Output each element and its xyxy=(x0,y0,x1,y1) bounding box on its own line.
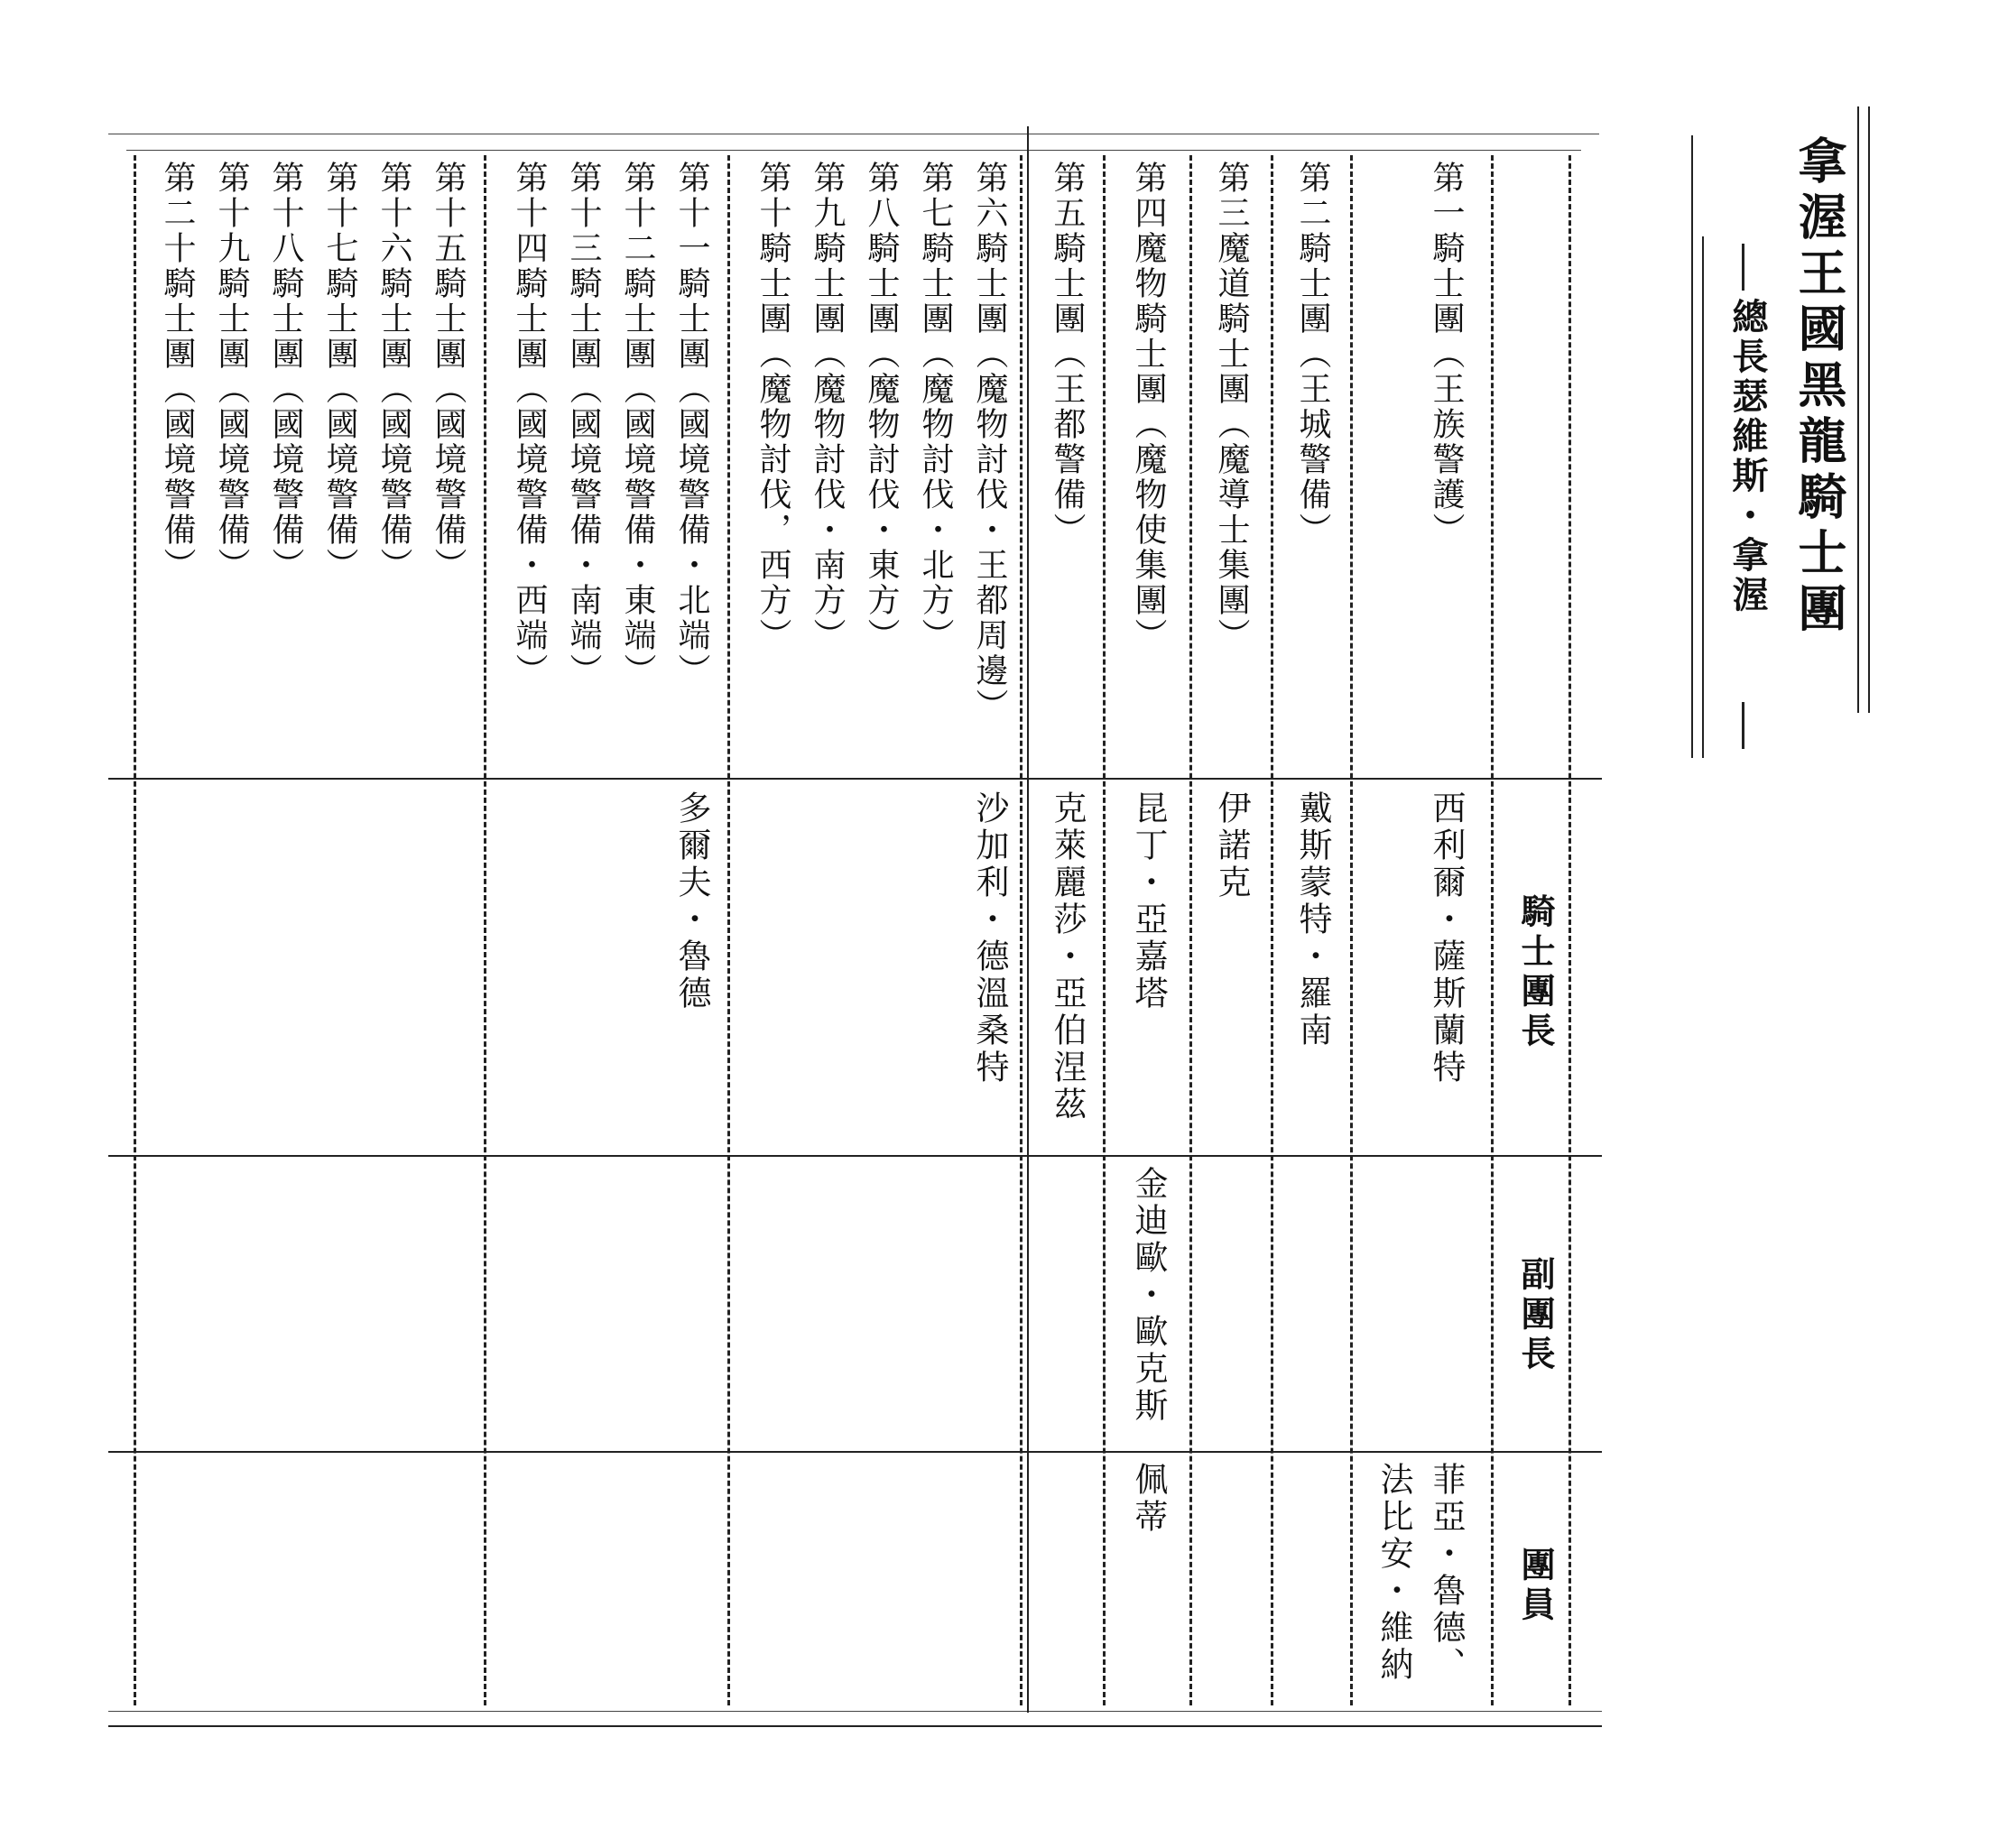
unit-name-3: 第三魔道騎士團（魔導士集團） xyxy=(1213,161,1250,653)
col-sep-14-15 xyxy=(484,155,486,1705)
divider-leader-vice xyxy=(108,1155,1602,1157)
table-bottom-rule xyxy=(108,1725,1602,1727)
leader-unit-5: 克萊麗莎・亞伯涅茲 xyxy=(1048,790,1087,1123)
unit-name-12: 第十二騎士團（國境警備・東端） xyxy=(619,161,656,688)
col-sep-left-edge xyxy=(134,155,136,1705)
table-bottom-rule-inner xyxy=(108,1711,1602,1712)
unit-name-18: 第十八騎士團（國境警備） xyxy=(267,161,304,583)
leader-unit-1: 西利爾・薩斯蘭特 xyxy=(1427,790,1466,1086)
unit-name-8: 第八騎士團（魔物討伐・東方） xyxy=(863,161,900,653)
subtitle-dash-bottom xyxy=(1742,702,1744,749)
leader-unit-3: 伊諾克 xyxy=(1212,790,1251,901)
header-leader: 騎士團長 xyxy=(1515,893,1555,1052)
subtitle-dash-top xyxy=(1742,244,1744,291)
unit-name-1: 第一騎士團（王族警護） xyxy=(1428,161,1465,548)
divider-vice-members xyxy=(108,1451,1602,1453)
unit-name-20: 第二十騎士團（國境警備） xyxy=(159,161,196,583)
col-sep-1-2 xyxy=(1350,155,1353,1705)
col-sep-5-6-solid xyxy=(1027,126,1029,1713)
divider-name-leader xyxy=(108,778,1602,780)
col-sep-2-3 xyxy=(1271,155,1273,1705)
leader-unit-11: 多爾夫・魯德 xyxy=(672,790,711,1012)
leader-unit-4: 昆丁・亞嘉塔 xyxy=(1129,790,1168,1012)
page-subtitle: 總長瑟維斯・拿渥 xyxy=(1726,298,1769,615)
unit-name-16: 第十六騎士團（國境警備） xyxy=(375,161,412,583)
unit-name-17: 第十七騎士團（國境警備） xyxy=(321,161,358,583)
col-sep-header-inner xyxy=(1491,155,1494,1705)
subtitle-rule-inner xyxy=(1702,236,1704,758)
unit-name-9: 第九騎士團（魔物討伐・南方） xyxy=(809,161,846,653)
leader-unit-2: 戴斯蒙特・羅南 xyxy=(1293,790,1332,1049)
title-rule-right-outer xyxy=(1868,106,1870,713)
subtitle-rule-outer xyxy=(1691,135,1693,758)
unit-name-19: 第十九騎士團（國境警備） xyxy=(213,161,250,583)
table-top-rule-inner xyxy=(126,150,1581,151)
unit-name-13: 第十三騎士團（國境警備・南端） xyxy=(565,161,602,688)
unit-name-6: 第六騎士團（魔物討伐・王都周邊） xyxy=(971,161,1008,724)
col-sep-header-outer xyxy=(1568,155,1571,1705)
col-sep-3-4 xyxy=(1189,155,1192,1705)
unit-name-14: 第十四騎士團（國境警備・西端） xyxy=(511,161,548,688)
col-sep-5-6 xyxy=(1020,155,1023,1705)
page-title: 拿渥王國黑龍騎士團 xyxy=(1791,135,1848,639)
col-sep-4-5 xyxy=(1103,155,1106,1705)
leader-unit-6: 沙加利・德溫桑特 xyxy=(970,790,1009,1086)
unit-name-4: 第四魔物騎士團（魔物使集團） xyxy=(1130,161,1167,653)
member-unit-1-b: 法比安・維納 xyxy=(1374,1462,1413,1684)
vice-unit-4: 金迪歐・歐克斯 xyxy=(1129,1166,1168,1425)
title-rule-right-inner xyxy=(1857,106,1859,713)
unit-name-7: 第七騎士團（魔物討伐・北方） xyxy=(917,161,954,653)
member-unit-4-a: 佩蒂 xyxy=(1129,1462,1168,1536)
unit-name-15: 第十五騎士團（國境警備） xyxy=(430,161,467,583)
unit-name-11: 第十一騎士團（國境警備・北端） xyxy=(673,161,710,688)
unit-name-10: 第十騎士團（魔物討伐，西方） xyxy=(754,161,791,653)
header-members: 團員 xyxy=(1515,1547,1555,1626)
unit-name-2: 第二騎士團（王城警備） xyxy=(1294,161,1331,548)
col-sep-10-11 xyxy=(727,155,730,1705)
member-unit-1-a: 菲亞・魯德、 xyxy=(1427,1462,1466,1684)
header-vice: 副團長 xyxy=(1515,1256,1555,1375)
unit-name-5: 第五騎士團（王都警備） xyxy=(1049,161,1086,548)
